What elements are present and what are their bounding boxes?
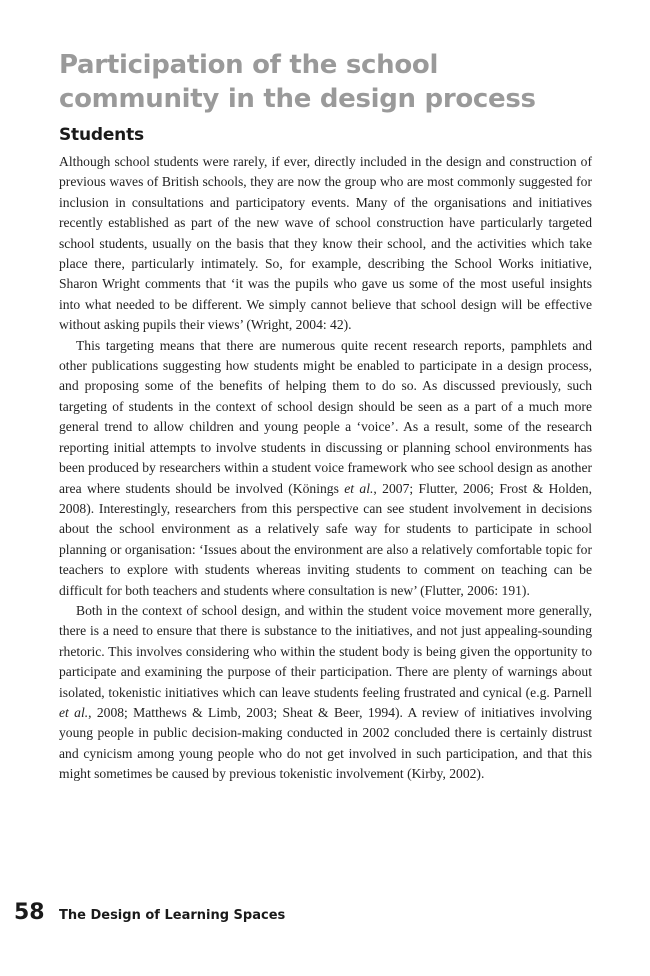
text-run: This targeting means that there are numerous quite recent research reports, pamphlets and other publications suggesting how students might be enabled to participate in a design process, and proposing some of the benefits of helping them to do so. As discussed previously, such targeting of students in the context of school design should be seen as a part of a much more general trend to allow children and young people a ‘voice’. As a result, some of the research reporting initial attempts to involve students in discussing or planning school environments has been produced by researchers within a student voice framework who see school design as another area where students should be involved (Könings [59,337,592,496]
section-title: Participation of the school community in the design process [59,50,536,114]
italic-run: et al. [344,480,374,496]
paragraph-1 [59,152,592,336]
paragraph-2 [59,336,592,601]
text-run: Both in the context of school design, and within the student voice movement more generally, there is a need to ensure that there is substance to the initiatives, and not just appealing-sounding rhetoric. This involves considering who within the student body is being given the opportunity to participate and examining the purpose of their participation. There are plenty of warnings about isolated, tokenistic initiatives which can leave students feeling frustrated and cynical (e.g. Parnell [59,602,592,700]
text-run: Although school students were rarely, if ever, directly included in the design and construction of previous waves of British schools, they are now the group who are most commonly suggested for inclusion in consultations and participatory events. Many of the organisations and initiatives recently established as part of the new wave of school construction have particularly targeted school students, usually on the basis that they know their school, and the activities which take place there, particularly intimately. So, for example, describing the School Works initiative, Sharon Wright comments that ‘it was the pupils who gave us some of the most useful insights into what needed to be different. We simply cannot believe that school design will be effective without asking pupils their views’ (Wright, 2004: 42). [59,154,592,333]
body-text [59,152,592,785]
page-number: 58 [14,900,45,925]
running-title: The Design of Learning Spaces [59,908,286,923]
page-footer [14,900,285,925]
text-run: , 2008; Matthews & Limb, 2003; Sheat & Beer, 1994). A review of initiatives involving young people in public decision-making conducted in 2002 concluded there is certainly distrust and cynicism among young people who do not get involved in such participation, and that this might sometimes be caused by previous tokenistic involvement (Kirby, 2002). [59,704,592,782]
paragraph-3 [59,601,592,785]
text-run: , 2007; Flutter, 2006; Frost & Holden, 2008). Interestingly, researchers from this perspective can see student involvement in decisions about the school environment as a relatively safe way for students to participate in school planning or organisation: ‘Issues about the environment are also a relatively comfortable topic for teachers to explore with students whereas inviting students to comment on teaching can be difficult for both teachers and students where consultation is new’ (Flutter, 2006: 191). [59,480,592,598]
subsection-title: Students [59,125,144,145]
italic-run: et al. [59,704,89,720]
